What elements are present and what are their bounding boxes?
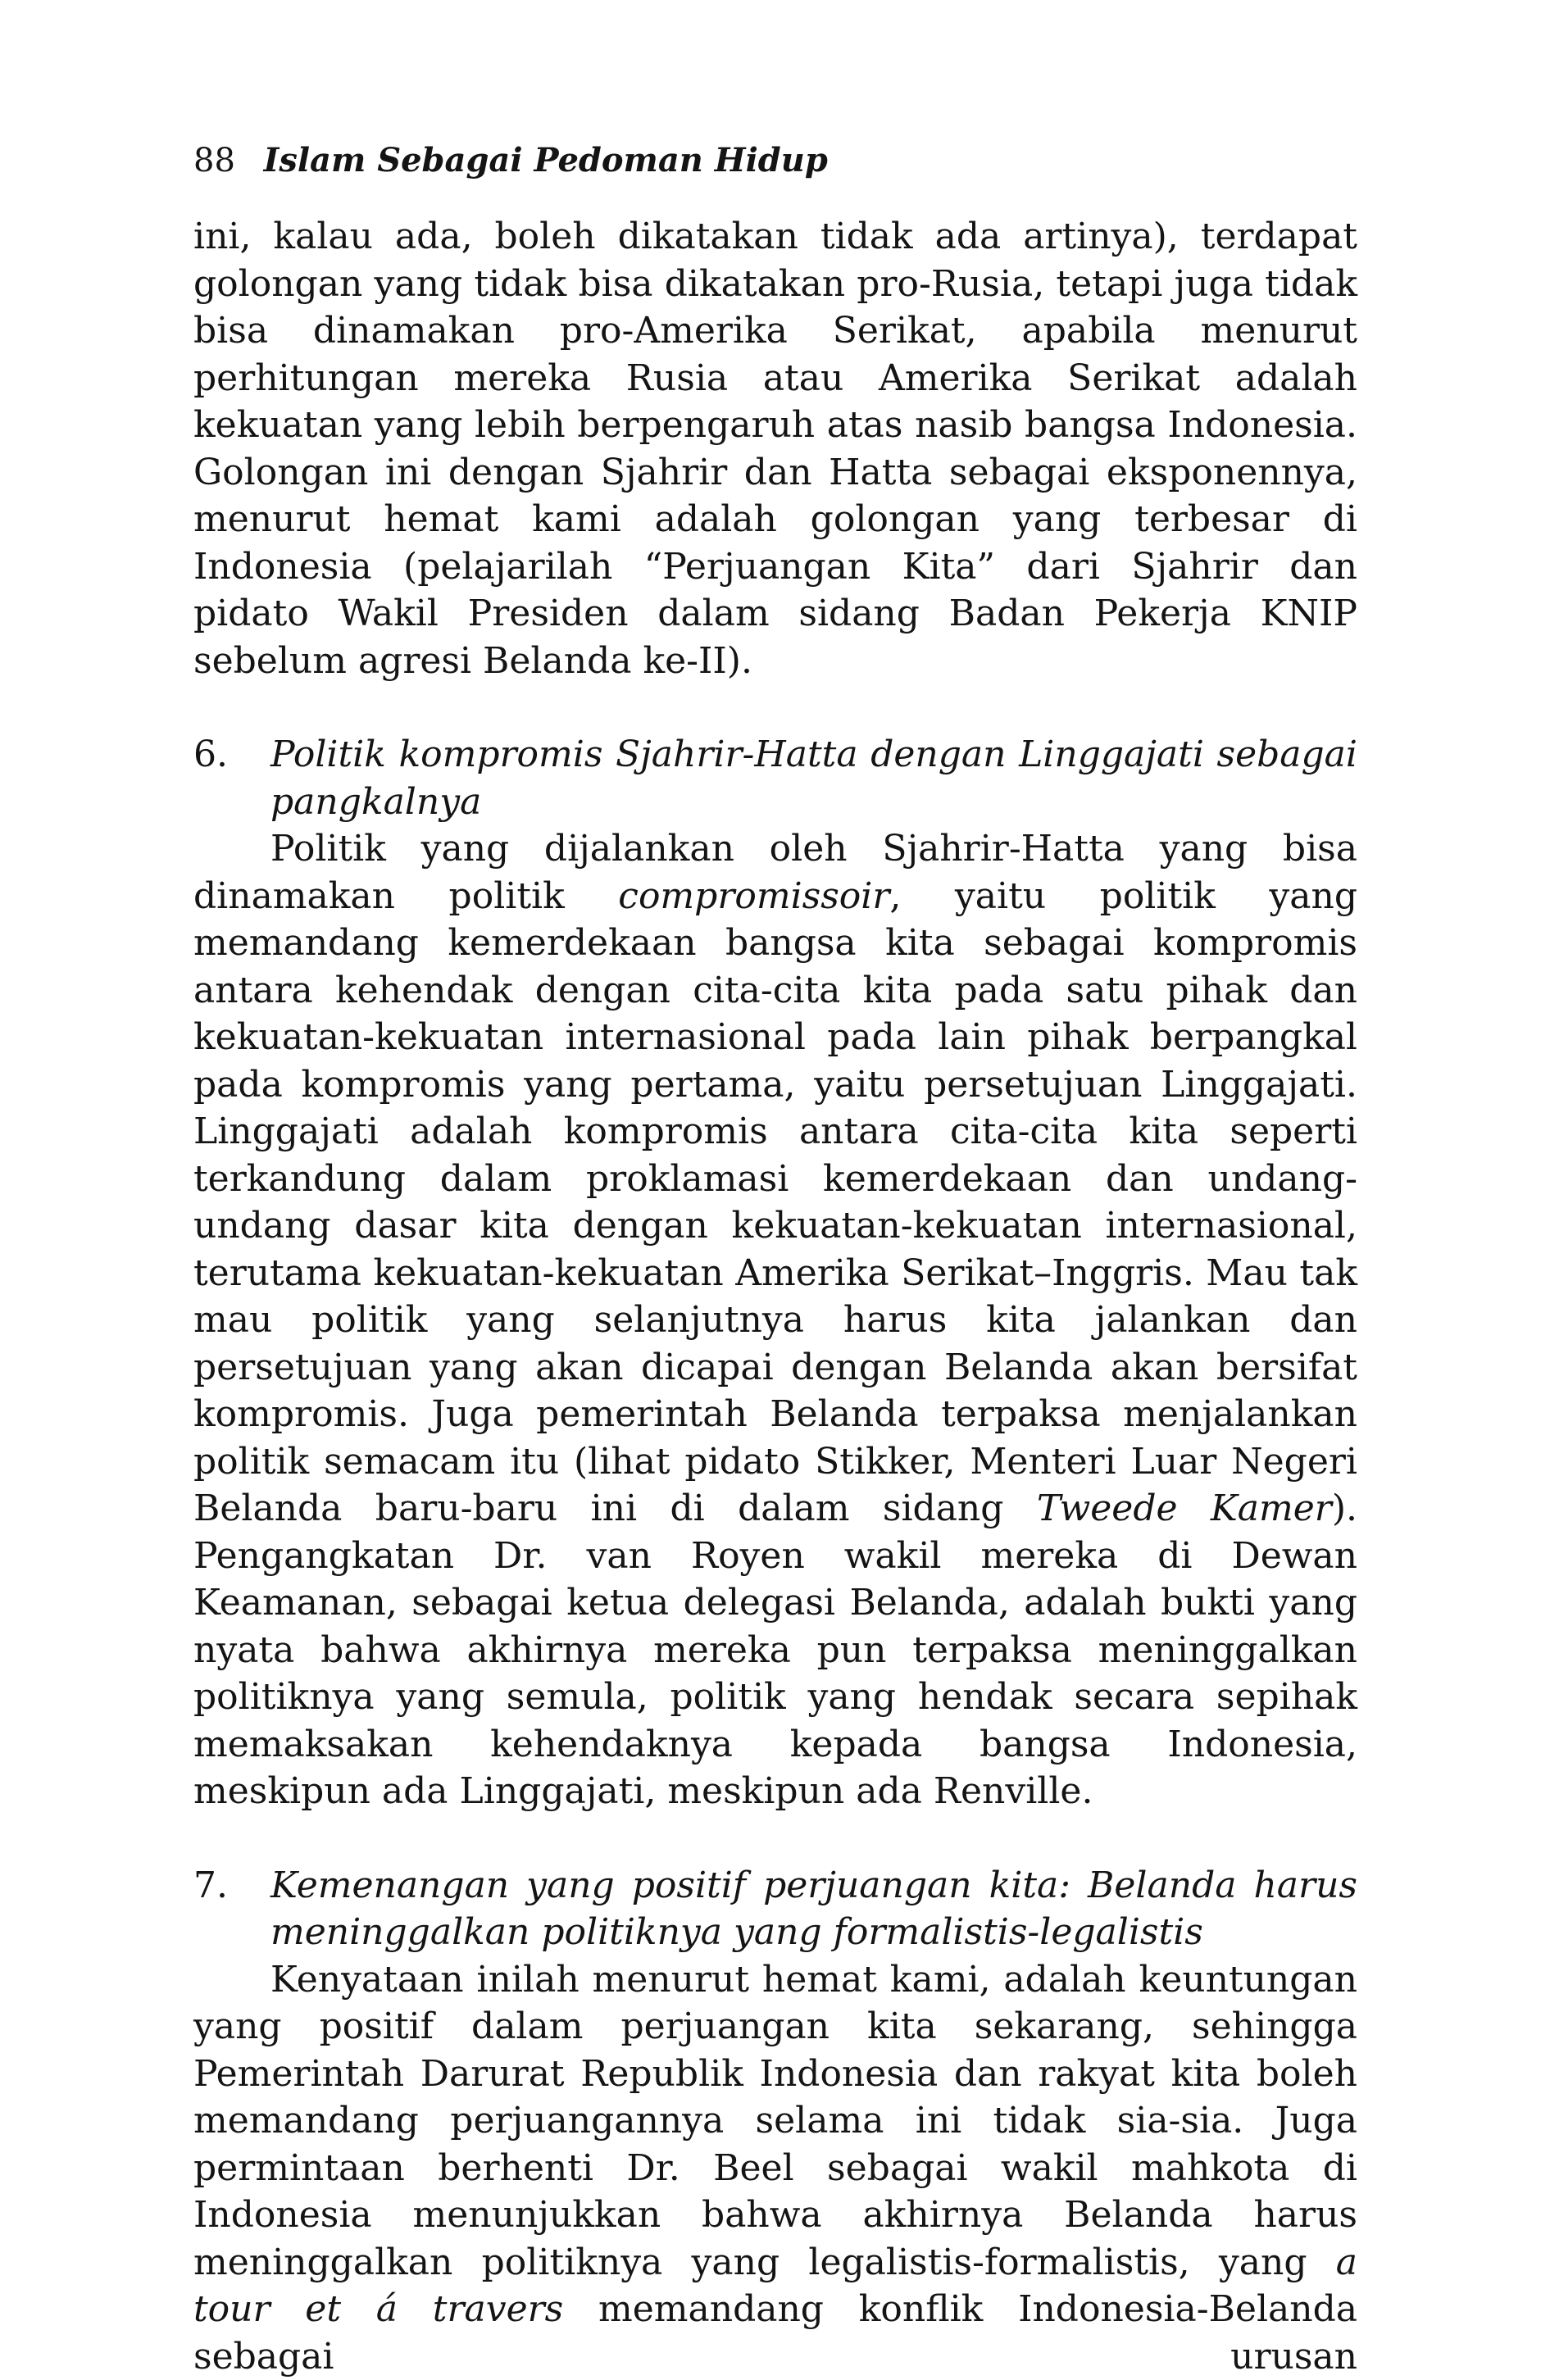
book-title: Islam Sebagai Pedoman Hidup (264, 141, 828, 179)
text-run: Kenyataan inilah menurut hemat kami, adalah keuntungan yang positif dalam perjuangan kita sekarang, sehingga Pemerintah Darurat Republik Indonesia dan rakyat kita boleh memandang perjuangannya selama ini tidak sia-sia. Juga permintaan berhenti Dr. Beel sebagai wakil mahkota di Indonesia menunjukkan bahwa akhirnya Belanda harus meninggalkan politiknya yang legalistis-formalistis, yang (193, 1959, 1357, 2283)
text-run: , yaitu politik yang memandang kemerdekaan bangsa kita sebagai kompromis antara kehendak dengan cita-cita kita pada satu pihak dan kekuatan-kekuatan internasional pada lain pihak berpangkal pada kompromis yang pertama, yaitu persetujuan Linggajati. Linggajati adalah kompromis antara cita-cita kita seperti terkandung dalam proklamasi kemerdekaan dan undang-undang dasar kita dengan kekuatan-kekuatan internasional, terutama kekuatan-kekuatan Amerika Serikat–Inggris. Mau tak mau politik yang selanjutnya harus kita jalankan dan persetujuan yang akan dicapai dengan Belanda akan bersifat kompromis. Juga pemerintah Belanda terpaksa menjalankan politik semacam itu (lihat pidato Stikker, Menteri Luar Negeri Belanda baru-baru ini di dalam sidang (193, 875, 1357, 1530)
italic-term: compromissoir (618, 875, 889, 917)
text-run: Politik yang dijalankan oleh Sjahrir-Hatta yang bisa dinamakan politik (193, 828, 1357, 917)
section-heading-6 (193, 731, 1357, 825)
section-number-6: 6. (193, 731, 270, 825)
section-number-7: 7. (193, 1862, 270, 1956)
text-run: ). Pengangkatan Dr. van Royen wakil mereka di Dewan Keamanan, sebagai ketua delegasi Belanda, adalah bukti yang nyata bahwa akhirnya mereka pun terpaksa meninggalkan politiknya yang semula, politik yang hendak secara sepihak memaksakan kehendaknya kepada bangsa Indonesia, meskipun ada Linggajati, meskipun ada Renville. (193, 1488, 1357, 1812)
italic-term: a tour et á travers (193, 2241, 1357, 2331)
text-run: memandang konflik Indonesia-Belanda sebagai urusan (193, 2288, 1357, 2378)
section-title-7: Kemenangan yang positif perjuangan kita: Belanda harus meninggalkan politiknya yang formalistis-legalistis (270, 1862, 1357, 1956)
section-heading-7 (193, 1862, 1357, 1956)
running-header (193, 138, 1357, 184)
paragraph-intro: ini, kalau ada, boleh dikatakan tidak ada artinya), terdapat golongan yang tidak bisa dikatakan pro-Rusia, tetapi juga tidak bisa dinamakan pro-Amerika Serikat, apabila menurut perhitungan mereka Rusia atau Amerika Serikat adalah kekuatan yang lebih berpengaruh atas nasib bangsa Indonesia. Golongan ini dengan Sjahrir dan Hatta sebagai eksponennya, menurut hemat kami adalah golongan yang terbesar di Indonesia (pelajarilah “Perjuangan Kita” dari Sjahrir dan pidato Wakil Presiden dalam sidang Badan Pekerja KNIP sebelum agresi Belanda ke-II). (193, 213, 1357, 684)
italic-term: Tweede Kamer (1037, 1488, 1332, 1529)
section-title-6: Politik kompromis Sjahrir-Hatta dengan Linggajati sebagai pangkalnya (270, 731, 1357, 825)
page-number: 88 (193, 142, 235, 179)
paragraph-section-7 (193, 1956, 1357, 2380)
paragraph-section-6 (193, 825, 1357, 1815)
page-body (193, 213, 1357, 2380)
